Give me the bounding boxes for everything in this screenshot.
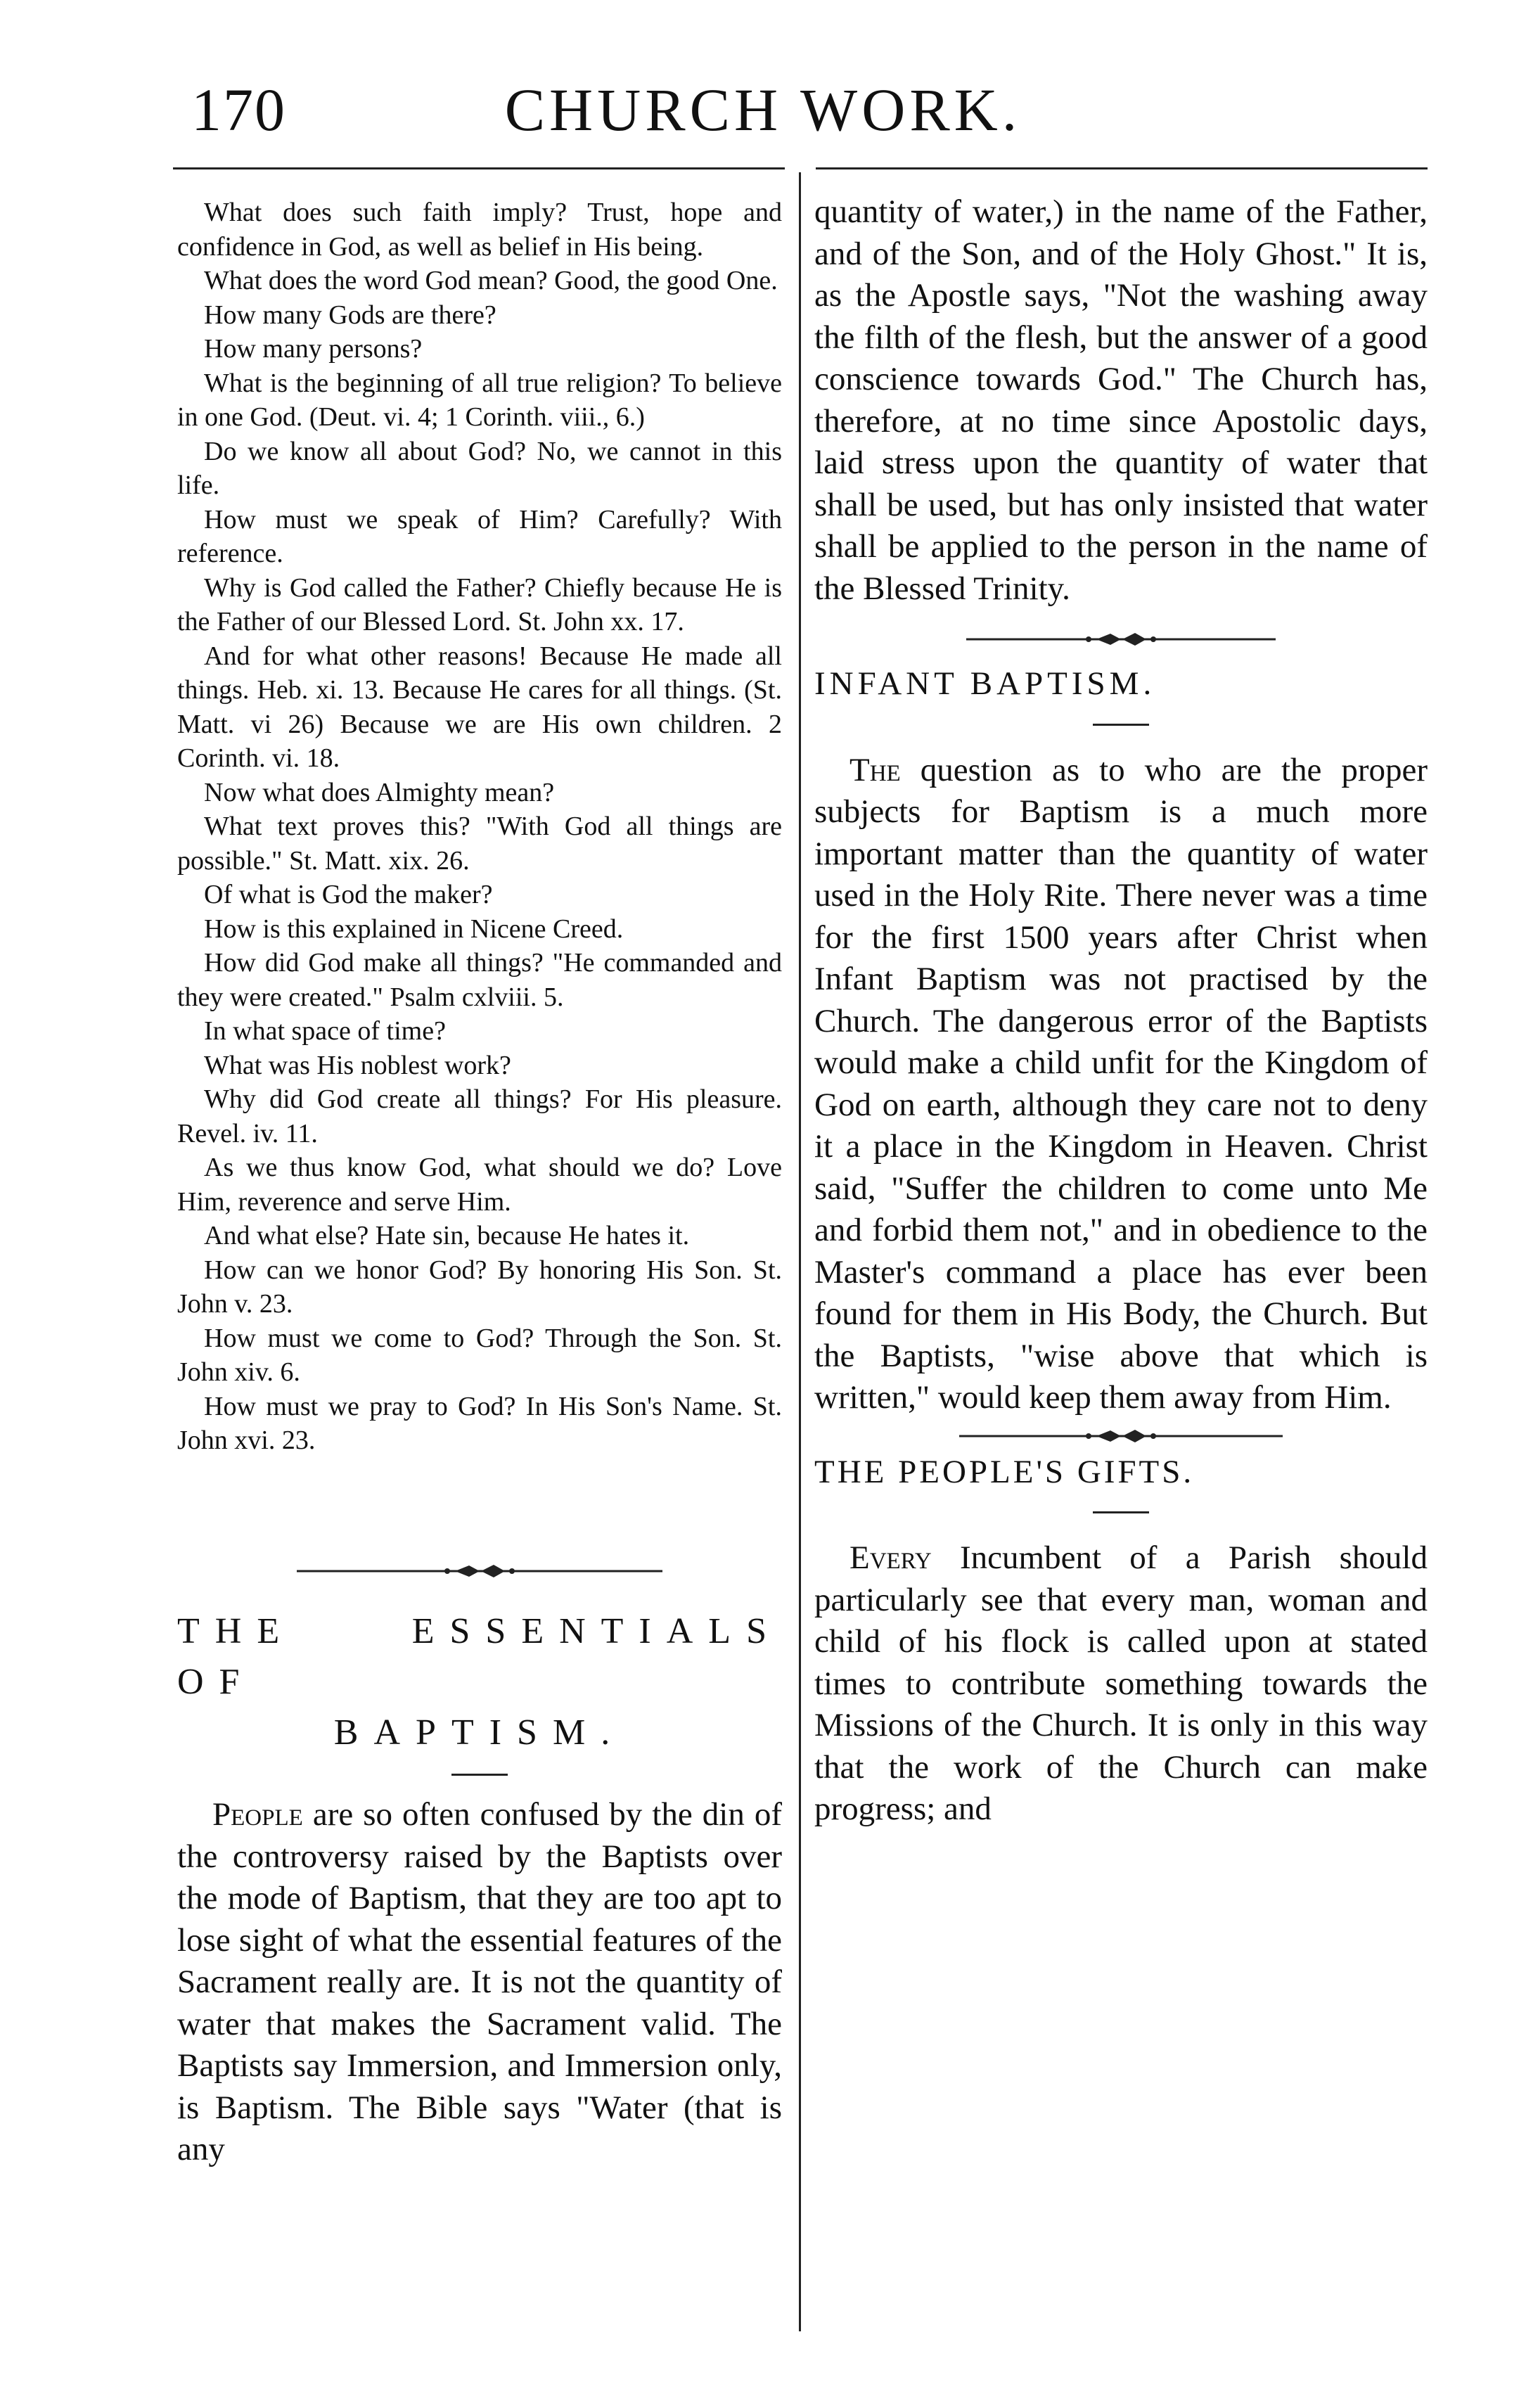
- header-rule-right: [816, 167, 1428, 169]
- infant-short-rule: [1093, 724, 1149, 726]
- left-column-essentials: [177, 1561, 782, 2171]
- catechism-item: How must we pray to God? In His Son's Name. St. John xvi. 23.: [177, 1391, 782, 1455]
- catechism-item: How must we speak of Him? Carefully? With reference.: [177, 504, 782, 568]
- catechism-item: What is the beginning of all true religion? To believe in one God. (Deut. vi. 4; 1 Corinth. viii., 6.): [177, 368, 782, 432]
- catechism-item: Of what is God the maker?: [204, 880, 493, 909]
- catechism-item: How must we come to God? Through the Son. St. John xiv. 6.: [177, 1323, 782, 1387]
- catechism-item: What text proves this? "With God all things are possible." St. Matt. xix. 26.: [177, 812, 782, 876]
- ornament-divider: [177, 1561, 782, 1582]
- gifts-heading: THE PEOPLE'S GIFTS.: [814, 1453, 1195, 1490]
- catechism-item: How many persons?: [204, 334, 423, 364]
- left-column-catechism: [177, 196, 782, 1458]
- catechism-item: Why did God create all things? For His pleasure. Revel. iv. 11.: [177, 1084, 782, 1148]
- catechism-item: What does the word God mean? Good, the good One.: [204, 266, 778, 295]
- catechism-item: How can we honor God? By honoring His Son. St. John v. 23.: [177, 1255, 782, 1319]
- ornament-divider-3: [814, 1426, 1428, 1447]
- essentials-body-left: are so often confused by the din of the controversy raised by the Baptists over the mode of Baptism, that they are too apt to lose sight of what the essential features of the Sacrament really are. It is not the quantity of water that makes the Sacrament valid. The Baptists say Immersion, and Immersion only, is Baptism. The Bible says "Water (that is any: [177, 1796, 783, 2167]
- catechism-item: Now what does Almighty mean?: [204, 777, 555, 807]
- ornament-divider-2: [814, 629, 1428, 651]
- catechism-item: How many Gods are there?: [204, 300, 496, 330]
- catechism-item: How did God make all things? "He commanded and they were created." Psalm cxlviii. 5.: [177, 948, 782, 1012]
- page-number: 170: [191, 76, 286, 143]
- catechism-item: Do we know all about God? No, we cannot in this life.: [177, 436, 782, 500]
- catechism-item: As we thus know God, what should we do? Love Him, reverence and serve Him.: [177, 1153, 782, 1217]
- gifts-paragraph: [814, 1537, 1428, 1831]
- gifts-lead: Every: [849, 1539, 932, 1576]
- gifts-body: Incumbent of a Parish should particularly see that every man, woman and child of his flock is called upon at stated times to contribute something towards the Missions of the Church. It is only in this way that the work of the Church can make progress; and: [814, 1539, 1428, 1827]
- catechism-item: And what else? Hate sin, because He hates it.: [204, 1221, 690, 1250]
- essentials-paragraph-right: quantity of water,) in the name of the Father, and of the Son, and of the Holy Ghost." It is, as the Apostle says, "Not the washing away the filth of the flesh, but the answer of a good conscience towards God." The Church has, therefore, at no time since Apostolic days, laid stress upon the quantity of water that shall be used, but has only insisted that water shall be applied to the person in the name of the Blessed Trinity.: [814, 193, 1428, 607]
- right-column: [814, 191, 1428, 1831]
- catechism-item: What does such faith imply? Trust, hope and confidence in God, as well as belief in His being.: [177, 198, 782, 262]
- infant-body: question as to who are the proper subjects for Baptism is a much more important matter than the quantity of water used in the Holy Rite. There never was a time for the first 1500 years after Christ when Infant Baptism was not practised by the Church. The dangerous error of the Baptists would make a child unfit for the Kingdom of God on earth, although they care not to deny it a place in the Kingdom in Heaven. Christ said, "Suffer the children to come unto Me and forbid them not," and in obedience to the Master's command a place has ever been found for them in His Body, the Church. But the Baptists, "wise above that which is written," would keep them away from Him.: [814, 751, 1428, 1416]
- heading-short-rule: [451, 1774, 508, 1776]
- column-divider: [799, 172, 801, 2331]
- catechism-item: And for what other reasons! Because He made all things. Heb. xi. 13. Because He cares for all things. (St. Matt. vi 26) Because we are His own children. 2 Corinth. vi. 18.: [177, 641, 782, 773]
- page-header: [0, 68, 1526, 152]
- essentials-lead: People: [212, 1796, 303, 1833]
- essentials-heading-line1: THE ESSENTIALS OF: [177, 1611, 782, 1702]
- catechism-list: [177, 196, 782, 1458]
- header-rule-left: [173, 167, 785, 169]
- infant-lead: The: [849, 751, 901, 788]
- infant-paragraph: [814, 750, 1428, 1419]
- catechism-item: In what space of time?: [204, 1016, 446, 1046]
- catechism-item: How is this explained in Nicene Creed.: [204, 914, 624, 944]
- infant-heading: INFANT BAPTISM.: [814, 665, 1156, 702]
- essentials-heading-line2: BAPTISM.: [333, 1712, 626, 1753]
- essentials-paragraph-left: [177, 1794, 782, 2171]
- catechism-item: What was His noblest work?: [204, 1050, 511, 1080]
- gifts-short-rule: [1093, 1511, 1149, 1513]
- catechism-item: Why is God called the Father? Chiefly because He is the Father of our Blessed Lord. St. John xx. 17.: [177, 572, 782, 636]
- running-title: CHURCH WORK.: [504, 76, 1022, 143]
